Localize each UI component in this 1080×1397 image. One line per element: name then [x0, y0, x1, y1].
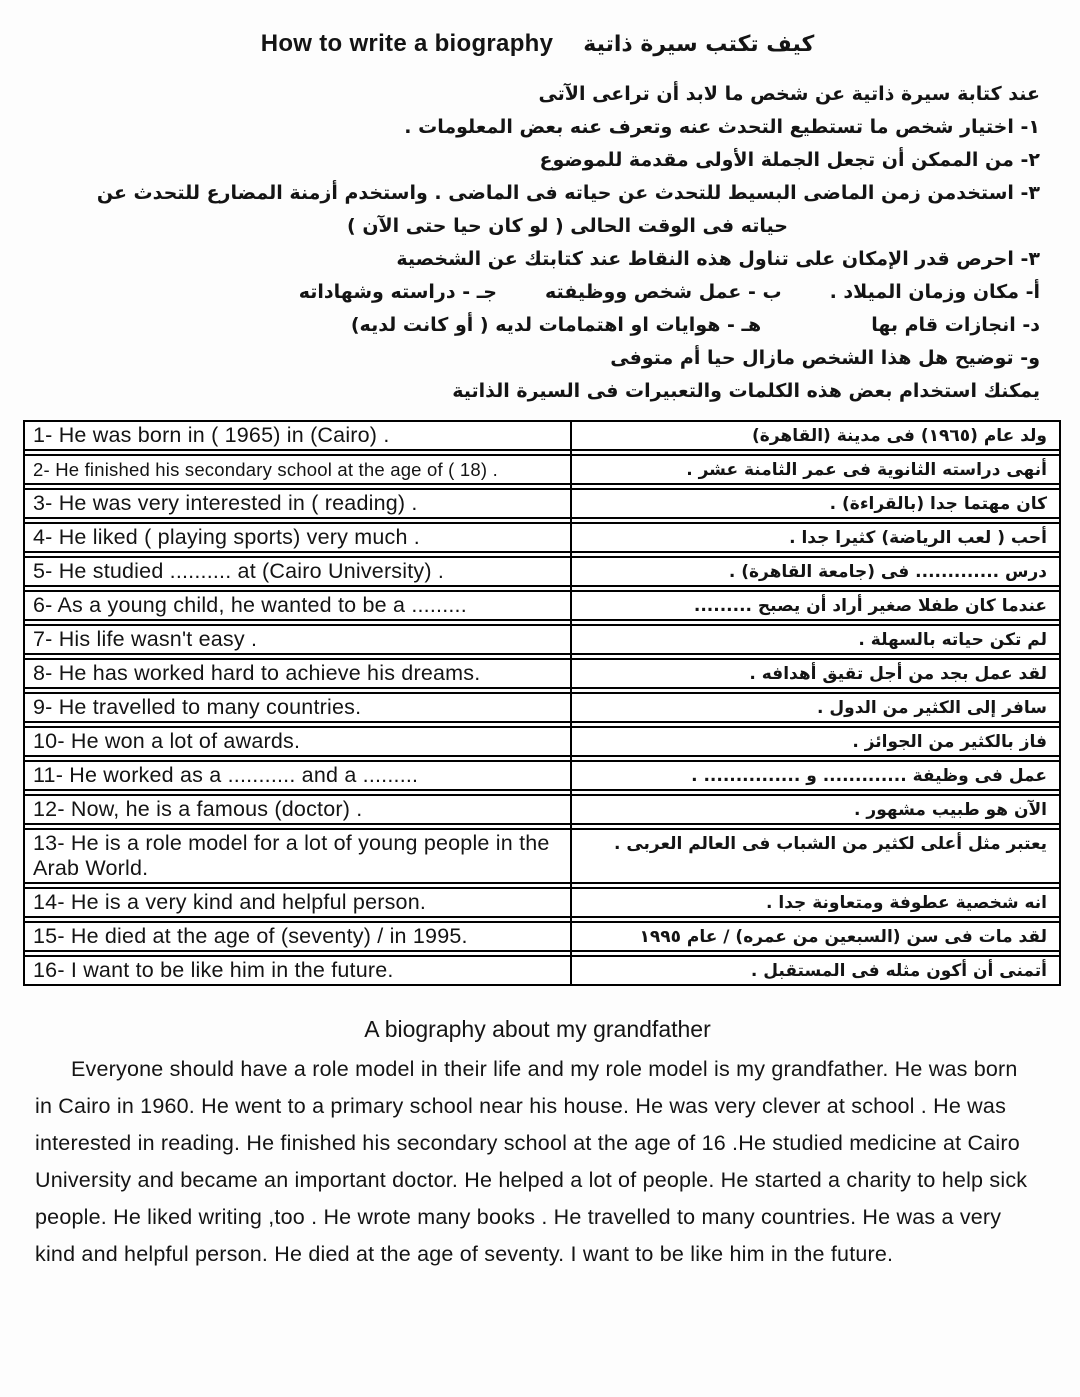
phrase-arabic: كان مهتما جدا (بالقراءة) .: [829, 493, 1047, 514]
table-row: [25, 828, 1059, 884]
phrase-arabic: أنهى دراسته الثانوية فى عمر الثامنة عشر .: [686, 459, 1047, 480]
phrase-english: 9- He travelled to many countries.: [33, 695, 362, 719]
phrase-english: 14- He is a very kind and helpful person.: [33, 890, 427, 914]
phrase-english: 5- He studied .......... at (Cairo University) .: [33, 559, 445, 583]
essay-body: Everyone should have a role model in their life and my role model is my grandfather. He was born in Cairo in 1960. He went to a primary school near his house. He was very clever at school . He was interested in reading. He finished his secondary school at the age of 16 .He studied medicine at Cairo University and became an important doctor. He helped a lot of people. He started a charity to help sick people. He liked writing ,too . He wrote many books . He travelled to many countries. He was a very kind and helpful person. He died at the age of seventy. I want to be like him in the future.: [35, 1057, 1028, 1266]
table-row: [25, 794, 1059, 825]
phrase-arabic: فاز بالكثير من الجوائز .: [852, 731, 1047, 752]
table-row: [25, 420, 1059, 451]
phrase-arabic: عندما كان طفلا صغير أراد أن يصبح .........: [693, 595, 1047, 616]
phrase-arabic: ولد عام (١٩٦٥) فى مدينة (القاهرة): [752, 425, 1047, 446]
phrase-english: 12- Now, he is a famous (doctor) .: [33, 797, 363, 821]
phrase-english: 15- He died at the age of (seventy) / in 1995.: [33, 924, 468, 948]
table-row: [25, 726, 1059, 757]
phrase-english: 13- He is a role model for a lot of young people in the Arab World.: [33, 831, 550, 880]
table-column-divider: [570, 420, 572, 986]
phrase-english: 16- I want to be like him in the future.: [33, 958, 394, 982]
intro-point-6: و- توضيح هل هذا الشخص مازال حيا أم متوفى: [610, 347, 1040, 369]
intro-instructions: [35, 78, 1040, 408]
table-row: [25, 955, 1059, 986]
subpoint-b: ب - عمل شخص ووظيفته: [544, 281, 782, 303]
page-title: [35, 30, 1040, 58]
table-row: [25, 454, 1059, 485]
table-row: [25, 488, 1059, 519]
phrase-arabic: الآن هو طبيب مشهور .: [854, 799, 1047, 820]
title-english: How to write a biography: [260, 30, 554, 57]
phrase-arabic: أتمنى أن أكون مثله فى المستقبل .: [750, 960, 1047, 981]
phrase-arabic: سافر إلى الكثير من الدول .: [817, 697, 1047, 718]
intro-point-4: ٣- احرص قدر الإمكان على تناول هذه النقاط عند كتابتك عن الشخصية: [396, 248, 1040, 270]
table-row: [25, 556, 1059, 587]
table-row: [25, 522, 1059, 553]
intro-usage-note: يمكنك استخدام بعض هذه الكلمات والتعبيرات فى السيرة الذاتية: [452, 380, 1040, 402]
intro-point-3-line-2: حياته فى الوقت الحالى ( لو كان حيا حتى الآن ): [347, 215, 788, 237]
phrase-arabic: يعتبر مثل أعلى لكثير من الشباب فى العالم العربى .: [613, 834, 1047, 854]
phrase-english: 10- He won a lot of awards.: [33, 729, 301, 753]
table-row: [25, 590, 1059, 621]
phrase-arabic: لقد عمل بجد من أجل تقيق أهدافه .: [749, 663, 1047, 684]
phrase-english: 2- He finished his secondary school at the age of ( 18) .: [33, 458, 498, 480]
title-arabic: كيف تكتب سيرة ذاتية: [583, 32, 815, 57]
phrase-english: 4- He liked ( playing sports) very much .: [33, 525, 420, 549]
phrase-english: 11- He worked as a ........... and a .........: [33, 763, 419, 787]
phrase-arabic: عمل فى وظيفة ............. و ............... .: [691, 765, 1047, 786]
subpoint-e: هـ - هوايات او اهتمامات لديه ( أو كانت لديه): [350, 314, 762, 336]
intro-point-1: ١- اختيار شخص ما تستطيع التحدث عنه وتعرف عنه بعض المعلومات .: [404, 116, 1040, 138]
subpoint-a: أ- مكان وزمان الميلاد .: [829, 281, 1040, 303]
phrases-table: [23, 420, 1061, 986]
table-row: [25, 624, 1059, 655]
phrase-english: 7- His life wasn't easy .: [33, 627, 258, 651]
subpoint-d: د- انجازات قام بها: [871, 314, 1040, 336]
phrase-english: 3- He was very interested in ( reading) .: [33, 491, 418, 515]
essay-title: A biography about my grandfather: [364, 1016, 711, 1042]
subpoint-c: جـ - دراسته وشهاداته: [298, 281, 497, 303]
table-row: [25, 692, 1059, 723]
intro-subpoints-abc: [35, 276, 1040, 309]
intro-subpoints-de: [35, 309, 1040, 342]
phrase-arabic: لم تكن حياته بالسهلة .: [858, 629, 1047, 650]
phrase-arabic: انه شخصية عطوفة ومتعاونة جدا .: [766, 892, 1047, 913]
phrase-arabic: لقد مات فى سن (السبعين من عمره) / عام ١٩٩٥: [639, 926, 1047, 947]
intro-point-3-line-1: ٣- استخدمن زمن الماضى البسيط للتحدث عن حياته فى الماضى . واستخدم أزمنة المضارع للتحدث عن: [96, 182, 1040, 204]
phrase-english: 6- As a young child, he wanted to be a .........: [33, 593, 467, 617]
phrase-english: 1- He was born in ( 1965) in (Cairo) .: [33, 423, 390, 447]
phrase-arabic: أحب ( لعب الرياضة) كثيرا جدا .: [789, 527, 1047, 548]
table-row: [25, 658, 1059, 689]
phrase-english: 8- He has worked hard to achieve his dreams.: [33, 661, 481, 685]
table-row: [25, 760, 1059, 791]
essay-section: [35, 1016, 1040, 1273]
intro-point-2: ٢- من الممكن أن تجعل الجملة الأولى مقدمة للموضوع: [539, 149, 1040, 171]
table-row: [25, 921, 1059, 952]
table-row: [25, 887, 1059, 918]
intro-lead: عند كتابة سيرة ذاتية عن شخص ما لابد أن تراعى الآتى: [538, 83, 1040, 105]
phrase-arabic: درس ............. فى (جامعة القاهرة) .: [728, 561, 1047, 582]
